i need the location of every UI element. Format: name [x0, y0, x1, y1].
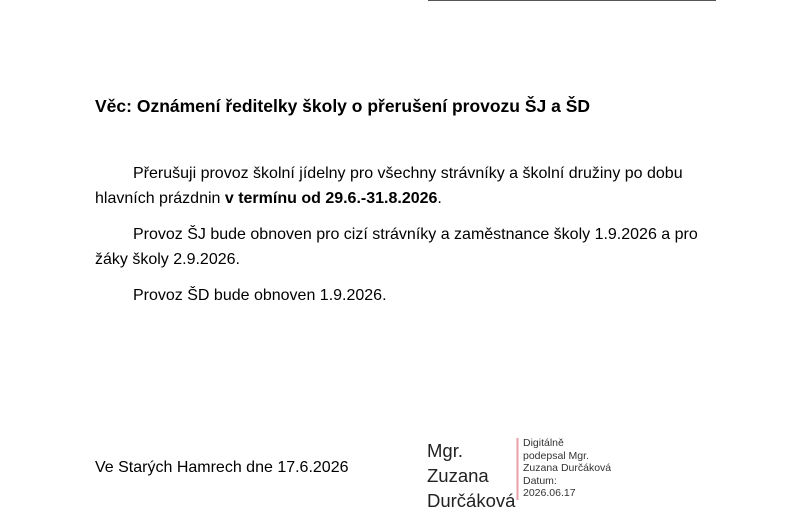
signature-surname: Durčáková	[427, 490, 516, 511]
header-box	[428, 0, 716, 1]
signature-detail-line: 2026.06.17	[523, 487, 576, 499]
place-and-date: Ve Starých Hamrech dne 17.6.2026	[95, 459, 349, 476]
paragraph-sd-reopen-text: Provoz ŠD bude obnoven 1.9.2026.	[133, 287, 387, 304]
document-subject: Věc: Oznámení ředitelky školy o přerušení provozu ŠJ a ŠD	[95, 96, 591, 116]
signature-title: Mgr.	[427, 440, 463, 461]
digital-signature-details	[523, 437, 633, 500]
signature-detail-line: Zuzana Durčáková	[523, 462, 612, 474]
paragraph-closure-dates: v termínu od 29.6.-31.8.2026	[224, 190, 438, 207]
paragraph-closure-end: .	[437, 190, 442, 207]
paragraph-closure	[95, 161, 715, 211]
signature-name	[427, 438, 522, 513]
paragraph-sd-reopen	[95, 283, 715, 308]
signature-first-name: Zuzana	[427, 465, 489, 486]
signature-detail-line: podepsal Mgr.	[523, 449, 589, 462]
paragraph-sj-reopen-text: Provoz ŠJ bude obnoven pro cizí strávníky a zaměstnance školy 1.9.2026 a pro žáky školy 2.9.2026.	[95, 226, 698, 268]
paragraph-closure-text: Přerušuji provoz školní jídelny pro všechny strávníky a školní družiny po dobu hlavních prázdnin	[95, 165, 683, 207]
signature-accent-icon	[516, 438, 519, 500]
paragraph-sj-reopen	[95, 222, 715, 272]
signature-detail-line: Digitálně	[523, 437, 564, 449]
signature-detail-line: Datum:	[523, 474, 557, 487]
